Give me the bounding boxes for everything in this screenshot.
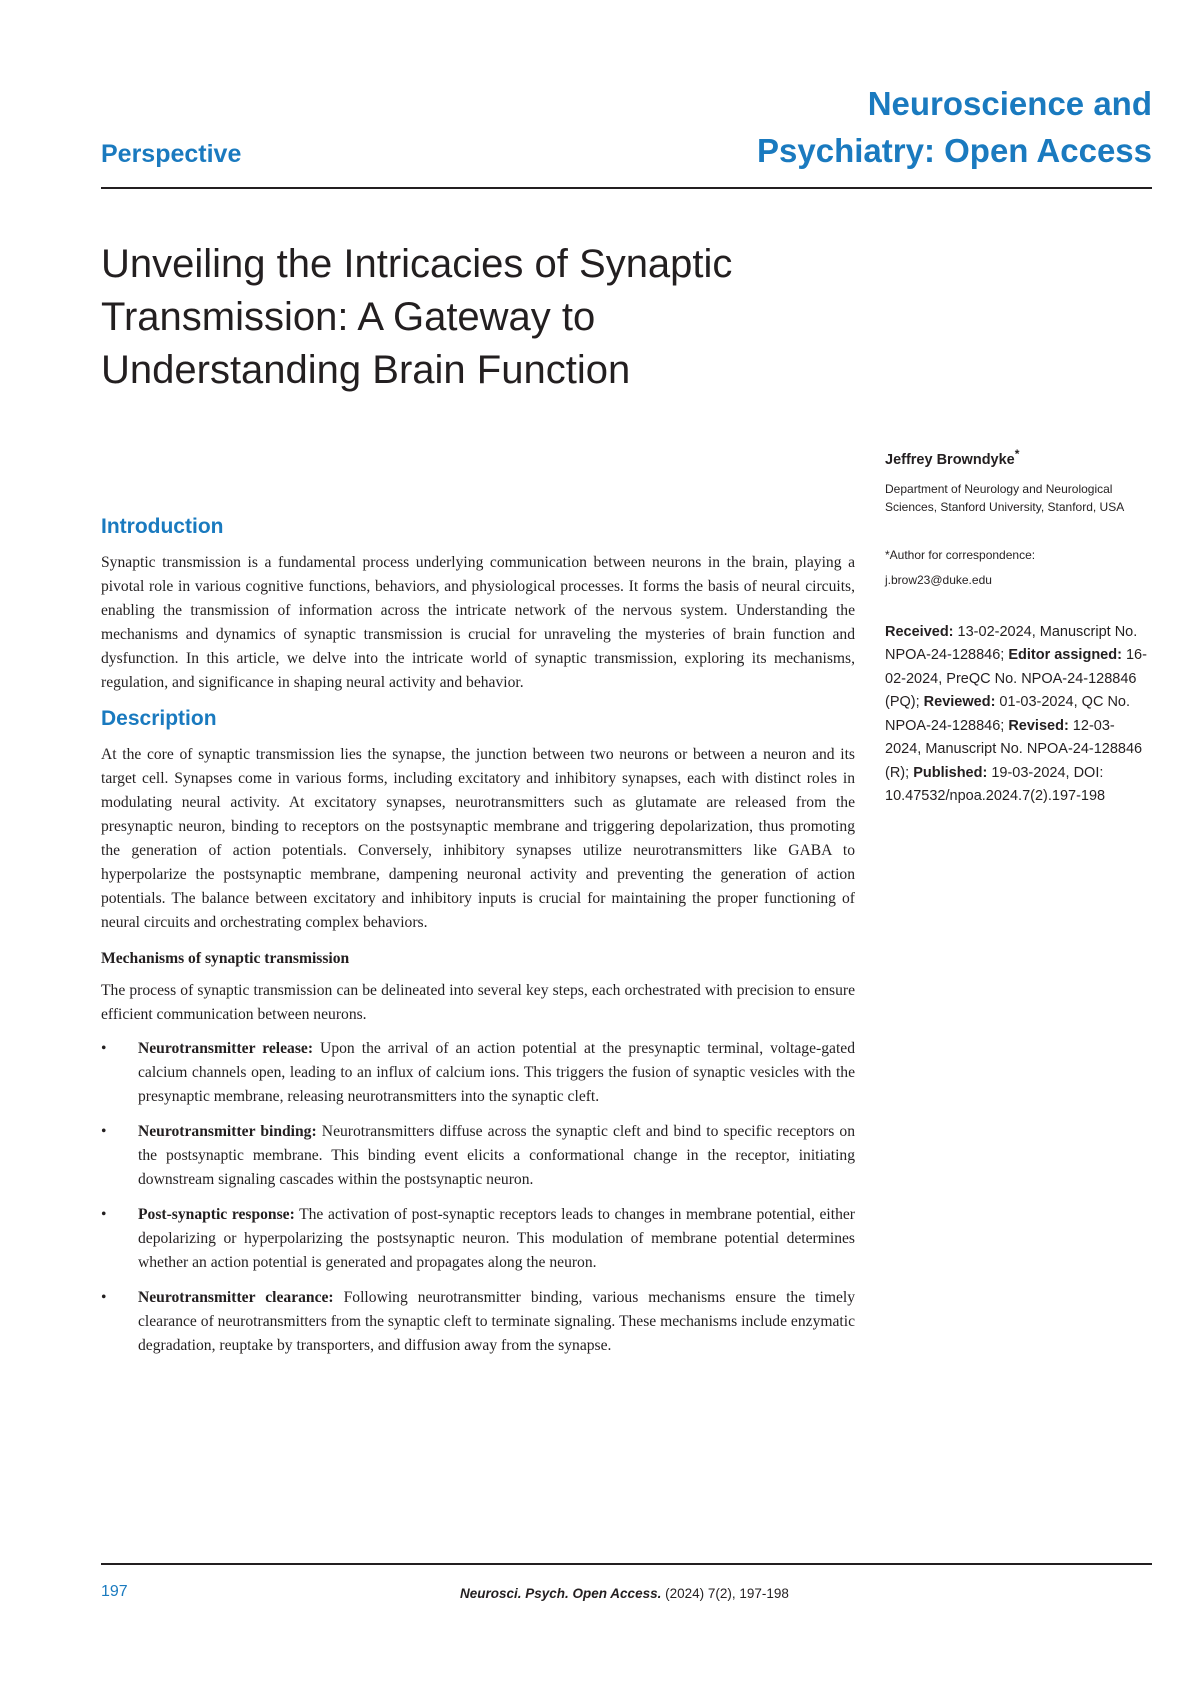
footer-rule [101,1563,1152,1565]
description-paragraph: At the core of synaptic transmission lies the synapse, the junction between two neurons or between a neuron and its target cell. Synapses come in various forms, including excitatory and inhibitory synapses, each with distinct roles in modulating neural activity. At excitatory synapses, neurotransmitters such as glutamate are released from the presynaptic neuron, binding to receptors on the postsynaptic membrane and triggering depolarization, thus promoting the generation of action potentials. Conversely, inhibitory synapses utilize neurotransmitters like GABA to hyperpolarize the postsynaptic membrane, dampening neuronal activity and preventing the generation of action potentials. The balance between excitatory and inhibitory inputs is crucial for maintaining the proper functioning of neural circuits and orchestrating complex behaviors. [101,746,855,931]
mechanisms-intro-paragraph: The process of synaptic transmission can be delineated into several key steps, each orchestrated with precision to ensure efficient communication between neurons. [101,982,855,1023]
introduction-heading: Introduction [101,515,224,538]
bullet-text: The activation of post-synaptic receptors leads to changes in membrane potential, either depolarizing or hyperpolarizing the postsynaptic neuron. This modulation of membrane potential determines whether an action potential is generated and propagates along the neuron. [138,1206,855,1271]
history-received-label: Received: [885,623,954,640]
bullet-icon: • [101,1206,107,1223]
introduction-paragraph: Synaptic transmission is a fundamental process underlying communication between neurons in the brain, playing a pivotal role in various cognitive functions, behaviors, and physiological processes. It forms the basis of neural circuits, enabling the transmission of information across the intricate network of the nervous system. Understanding the mechanisms and dynamics of synaptic transmission is crucial for unraveling the mysteries of brain function and dysfunction. In this article, we delve into the intricate world of synaptic transmission, exploring its mechanisms, regulation, and significance in shaping neural activity and behavior. [101,554,855,691]
bullet-icon: • [101,1040,107,1057]
correspondence-label: *Author for correspondence: [885,547,1036,562]
author-name [885,445,1150,470]
bullet-icon: • [101,1123,107,1140]
article-body [101,513,855,1369]
journal-name-line-1: Neuroscience and [867,85,1152,122]
list-item [101,1286,855,1358]
bullet-term: Post-synaptic response: [138,1206,295,1223]
list-item [101,1120,855,1192]
history-editor-text: 16-02-2024, PreQC No. NPOA-24-128846 (PQ); [885,647,1147,711]
history-reviewed-text: 01-03-2024, QC No. NPOA-24-128846; [885,694,1131,734]
bullet-icon: • [101,1289,107,1306]
citation-details: (2024) 7(2), 197-198 [661,1586,789,1601]
history-reviewed-label: Reviewed: [923,694,996,711]
mechanisms-subheading: Mechanisms of synaptic transmission [101,950,350,967]
bullet-text: Neurotransmitters diffuse across the synaptic cleft and bind to specific receptors on the postsynaptic membrane. This binding event elicits a conformational change in the receptor, initiating downstream signaling cascades within the postsynaptic neuron. [138,1123,855,1188]
history-published-label: Published: [913,764,988,781]
correspondence-mark: * [1014,447,1020,461]
history-published-text: 19-03-2024, DOI: 10.47532/npoa.2024.7(2).197-198 [885,764,1106,805]
list-item [101,1203,855,1275]
bullet-term: Neurotransmitter clearance: [138,1289,334,1306]
description-heading: Description [101,707,217,730]
bullet-text: Following neurotransmitter binding, various mechanisms ensure the timely clearance of neurotransmitters from the synaptic cleft to terminate signaling. These mechanisms include enzymatic degradation, reuptake by transporters, and diffusion away from the synapse. [138,1289,855,1354]
footer-citation [460,1586,789,1601]
citation-journal: Neurosci. Psych. Open Access. [460,1586,662,1601]
article-title: Unveiling the Intricacies of Synaptic Transmission: A Gateway to Understanding Brain Function [101,242,733,392]
bullet-term: Neurotransmitter release: [138,1040,314,1057]
list-item [101,1037,855,1109]
history-editor-label: Editor assigned: [1008,647,1122,664]
history-revised-label: Revised: [1008,717,1069,734]
author-name-text: Jeffrey Browndyke [885,451,1015,468]
mechanisms-list [101,1037,855,1358]
author-affiliation: Department of Neurology and Neurological Sciences, Stanford University, Stanford, USA [885,481,1125,514]
correspondence-email[interactable]: j.brow23@duke.edu [885,572,992,587]
history-revised-text: 12-03-2024, Manuscript No. NPOA-24-128846 (R); [885,717,1143,781]
journal-name [757,80,1152,174]
bullet-text: Upon the arrival of an action potential at the presynaptic terminal, voltage-gated calcium channels open, leading to an influx of calcium ions. This triggers the fusion of synaptic vesicles with the presynaptic membrane, releasing neurotransmitters into the synaptic cleft. [138,1040,855,1105]
journal-name-line-2: Psychiatry: Open Access [757,132,1152,169]
page-number: 197 [101,1583,128,1600]
section-label: Perspective [101,140,242,168]
article-history [885,621,1150,809]
history-received-text: 13-02-2024, Manuscript No. NPOA-24-128846; [885,623,1138,664]
header-rule [101,187,1152,189]
bullet-term: Neurotransmitter binding: [138,1123,317,1140]
article-info-sidebar [885,445,1150,809]
